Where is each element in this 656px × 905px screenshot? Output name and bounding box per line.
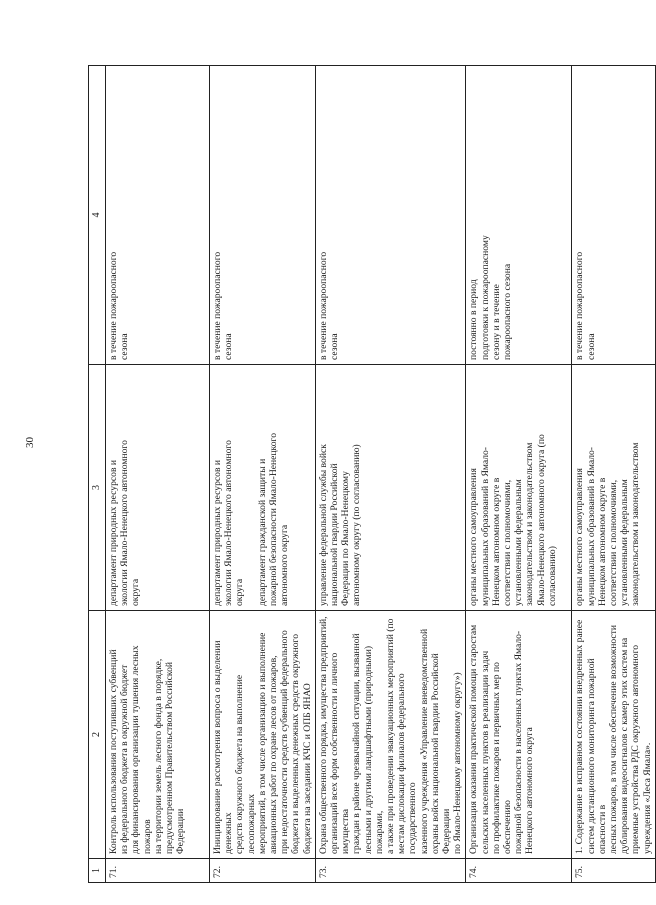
row-number: 75.	[572, 859, 655, 883]
table-row	[572, 66, 655, 883]
execution-deadline: в течение пожароопасного сезона	[106, 66, 210, 365]
responsible-executor: управление федеральной службы войск национальной гвардии Российской Федерации по Ямало-Ненецкому автономному округу (по согласованию)	[315, 365, 466, 611]
execution-deadline: в течение пожароопасного сезона	[315, 66, 466, 365]
measure-description: Организация оказания практической помощи старостам сельских населенных пунктов в реализации задач по профилактике пожаров и первичных мер по обеспечению пожарной безопасности в населенных пунктах Ямало- Ненецкого автономного округа	[466, 611, 572, 859]
measure-description: Контроль использования поступивших субвенций из федерального бюджета в окружной бюджет для финансирования организации тушения лесных пожаров на территории земель лесного фонда в порядке, предусмотренном Правительством Российской Федерации	[106, 611, 210, 859]
header-col-1: 1	[89, 859, 106, 883]
measure-description: 1. Содержание в исправном состоянии внедренных ранее систем дистанционного мониторинга пожарной опасности в лесных пожаров, в том числе обеспечение возможности дублирования видеосигналов с камер этих систем на приемные устройства РДС окружного автономного учреждения «Леса Ямала».	[572, 611, 655, 859]
responsible-executor: департамент природных ресурсов и экологии Ямало-Ненецкого автономного округа	[106, 365, 210, 611]
responsible-executor: органы местного самоуправления муниципальных образований в Ямало- Ненецком автономном округе в соответствии с полномочиями, установленными федеральным законодательством и законодательством Ямало-Ненецкого автономного округа (по согласованию)	[466, 365, 572, 611]
table-row	[210, 66, 316, 883]
measure-description: Инициирование рассмотрения вопроса о выделении денежных средств окружного бюджета на выполнение лесопожарных мероприятий, в том числе организацию и выполнение авиационных работ по охране лесов от пожаров, при недостаточности средств субвенций федерального бюджета и выделенных денежных средств окружного бюджета на заседании КЧС и ОПБ ЯНАО	[210, 611, 316, 859]
header-col-4: 4	[89, 66, 106, 365]
table-row	[315, 66, 466, 883]
row-number: 72.	[210, 859, 316, 883]
rotated-page-content	[88, 66, 653, 883]
row-number: 73.	[315, 859, 466, 883]
header-col-2: 2	[89, 611, 106, 859]
row-number: 71.	[106, 859, 210, 883]
table-header-row	[89, 66, 106, 883]
row-number: 74.	[466, 859, 572, 883]
execution-deadline: постоянно в период подготовки к пожароопасному сезону и в течение пожароопасного сезона	[466, 66, 572, 365]
responsible-executor: департамент природных ресурсов и экологии Ямало-Ненецкого автономного округа департамент гражданской защиты и пожарной безопасности Ямало-Ненецкого автономного округа	[210, 365, 316, 611]
page-number: 30	[24, 437, 36, 448]
table-row	[106, 66, 210, 883]
responsible-executor: органы местного самоуправления муниципальных образований в Ямало- Ненецком автономном округе в соответствии с полномочиями, установленными федеральным законодательством и законодательством	[572, 365, 655, 611]
table-row	[466, 66, 572, 883]
execution-deadline: в течение пожароопасного сезона	[572, 66, 655, 365]
header-col-3: 3	[89, 365, 106, 611]
measure-description: Охрана общественного порядка, имущества предприятий, организаций всех форм собственности и личного имущества граждан в районе чрезвычайной ситуации, вызванной лесными и другими ландшафтными (природными) пожарами, а также при проведении эвакуационных мероприятий (по местам дислокации филиалов федерального государственного казенного учреждения «Управление вневедомственной охраны войск национальной гвардии Российской Федерации по Ямало-Ненецкому автономному округу»)	[315, 611, 466, 859]
fire-safety-measures-table	[88, 65, 656, 883]
execution-deadline: в течение пожароопасного сезона	[210, 66, 316, 365]
